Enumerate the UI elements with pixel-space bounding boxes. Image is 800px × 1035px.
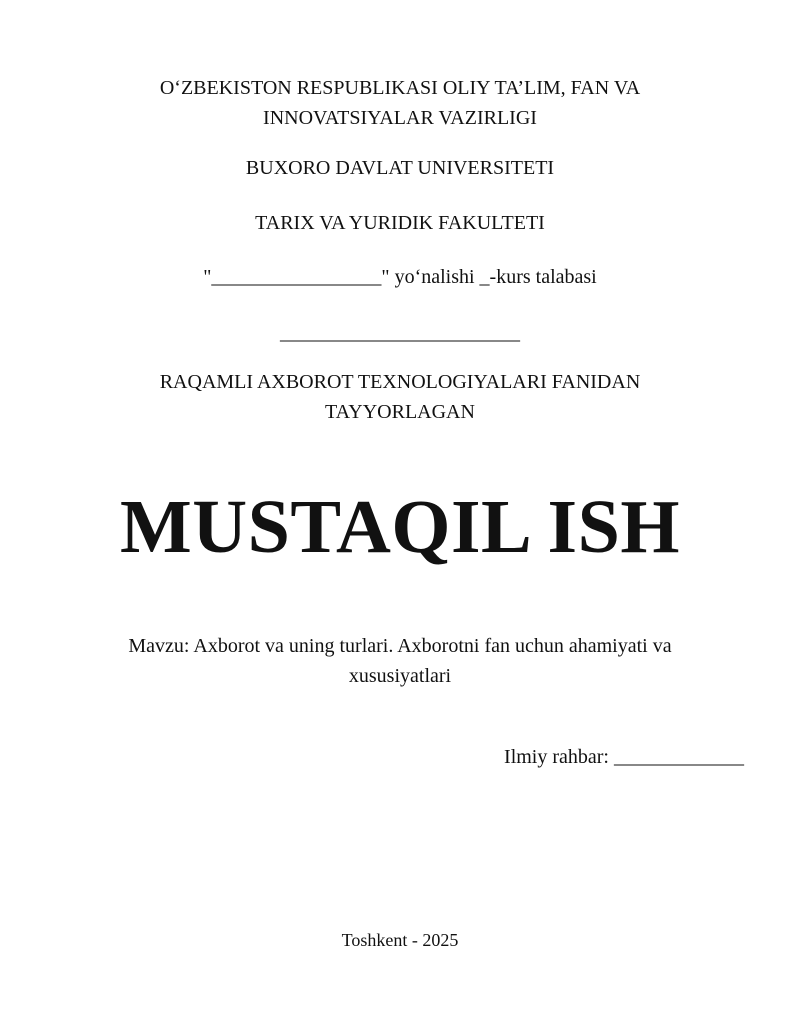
supervisor-line: Ilmiy rahbar: _____________: [504, 746, 744, 768]
subject-line-1: RAQAMLI AXBOROT TEXNOLOGIYALARI FANIDAN: [159, 371, 641, 393]
student-name-blank: ________________________: [280, 322, 520, 344]
ministry-line-2: INNOVATSIYALAR VAZIRLIGI: [263, 107, 537, 129]
ministry-name: [0, 73, 800, 133]
city-year: Toshkent - 2025: [341, 930, 459, 950]
document-title: MUSTAQIL ISH: [120, 485, 680, 569]
topic-line-2: xususiyatlari: [348, 665, 452, 687]
university-name: BUXORO DAVLAT UNIVERSITETI: [245, 157, 555, 179]
ministry-line-1: O‘ZBEKISTON RESPUBLIKASI OLIY TA’LIM, FAN VA: [159, 77, 641, 99]
subject-line-2: TAYYORLAGAN: [325, 401, 475, 423]
subject-heading: [0, 367, 800, 427]
topic-line-1: Mavzu: Axborot va uning turlari. Axborotni fan uchun ahamiyati va: [128, 635, 672, 657]
topic: [0, 631, 800, 691]
faculty-name: TARIX VA YURIDIK FAKULTETI: [255, 212, 545, 234]
direction-line: "_________________" yo‘nalishi _-kurs talabasi: [203, 266, 597, 288]
